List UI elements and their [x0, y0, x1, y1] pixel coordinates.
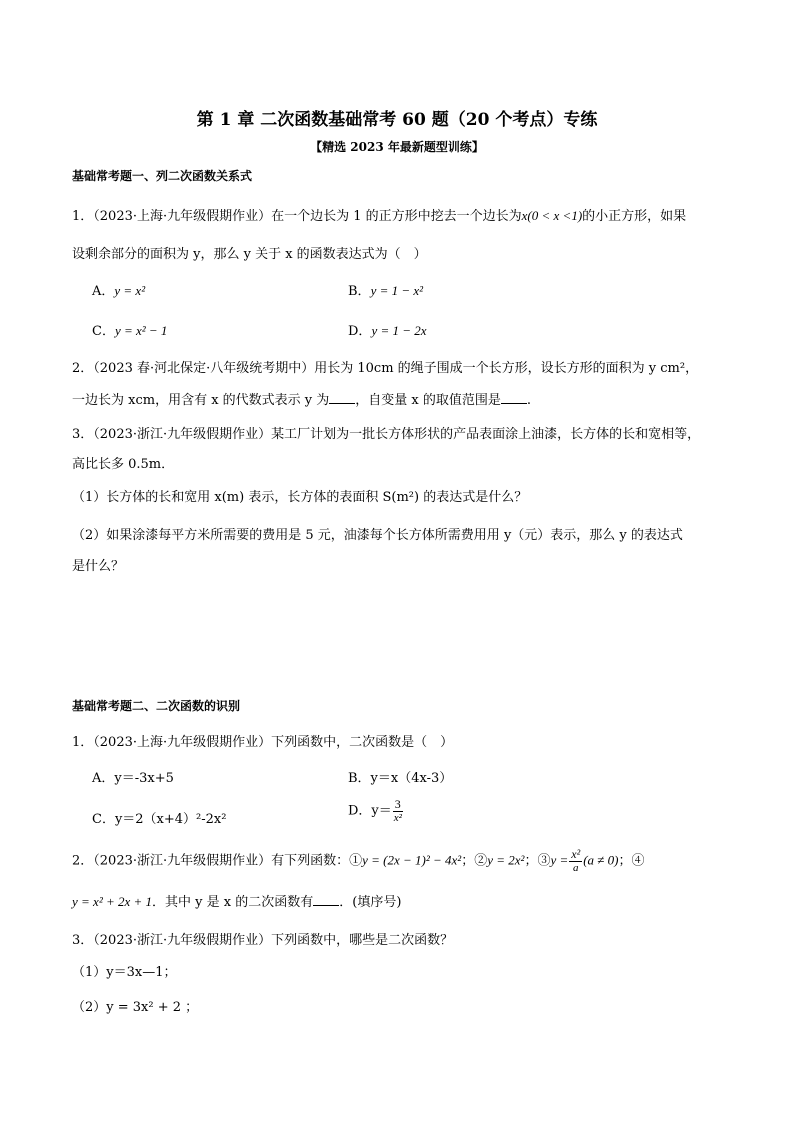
fraction — [393, 798, 403, 824]
separator: ；③ — [524, 853, 551, 869]
s2-q3-sub2: （2）y = 3x² + 2 ； — [72, 1000, 199, 1015]
s1-q2-line2 — [72, 389, 531, 408]
s2-q1-line1: 1．（2023·上海·九年级假期作业）下列函数中，二次函数是（ ） — [72, 735, 454, 750]
s1-q1-option-a[interactable] — [92, 280, 145, 299]
option-c-label: C． — [92, 324, 115, 339]
s2-q2-text-a: 2．（2023·浙江·九年级假期作业）有下列函数：① — [72, 853, 363, 869]
section-1-title: 基础常考题一、列二次函数关系式 — [72, 169, 253, 183]
s2-q3-line1: 3．（2023·浙江·九年级假期作业）下列函数中，哪些是二次函数？ — [72, 933, 454, 948]
function-3-lhs: y = — [550, 852, 569, 868]
s2-q2-line1 — [72, 848, 645, 874]
s1-q1-text-b: 的小正方形，如果 — [582, 209, 687, 224]
option-d-label: D． — [348, 324, 372, 339]
s2-q1-option-d[interactable] — [348, 798, 404, 824]
function-2: y = 2x² — [487, 852, 525, 868]
s1-q1-line1 — [72, 205, 686, 224]
s1-q1-option-b[interactable] — [348, 280, 423, 299]
s1-q2-text-c: . — [526, 393, 532, 408]
s2-q3-sub1: （1）y＝3x—1； — [72, 965, 177, 980]
section-2-title: 基础常考题二、二次函数的识别 — [72, 699, 241, 713]
s1-q1-line2: 设剩余部分的面积为 y，那么 y 关于 x 的函数表达式为（ ） — [72, 247, 427, 262]
s2-q1-option-b[interactable]: B．y＝x（4x-3） — [348, 771, 453, 786]
s1-q2-text-a: 一边长为 xcm，用含有 x 的代数式表示 y 为 — [72, 393, 330, 408]
option-b-label: B． — [348, 284, 371, 299]
separator: ；② — [461, 853, 488, 869]
s2-q2-text-end: ．(填序号) — [339, 895, 402, 910]
option-b-expr: y = 1 − x² — [370, 283, 424, 298]
function-3-condition: (a ≠ 0) — [583, 852, 619, 868]
s1-q2-text-b: ，自变量 x 的取值范围是 — [355, 393, 501, 408]
page-title: 第 1 章 二次函数基础常考 60 题（20 个考点）专练 — [196, 110, 598, 130]
s2-q2-text-b: ．其中 y 是 x 的二次函数有 — [152, 895, 314, 910]
function-3-fraction — [569, 848, 582, 874]
s1-q3-line1: 3．（2023·浙江·九年级假期作业）某工厂计划为一批长方体形状的产品表面涂上油漆，长方体的长和宽相等， — [72, 427, 701, 442]
s1-q1-text-a: 1．（2023·上海·九年级假期作业）在一个边长为 1 的正方形中挖去一个边长为 — [72, 209, 522, 224]
option-a-label: A． — [92, 284, 115, 299]
s1-q3-sub2-line1: （2）如果涂漆每平方米所需要的费用是 5 元，油漆每个长方体所需费用用 y（元）表示，那么 y 的表达式 — [72, 528, 683, 543]
fraction-denominator: x² — [393, 812, 402, 824]
s1-q3-sub1: （1）长方体的长和宽用 x(m) 表示，长方体的表面积 S(m²) 的表达式是什么？ — [72, 490, 528, 505]
answer-blank-3[interactable] — [313, 893, 339, 906]
answer-blank-2[interactable] — [501, 391, 527, 404]
fraction-numerator: 3 — [394, 797, 401, 811]
s1-q1-condition: x(0 < x <1) — [521, 208, 583, 223]
function-1: y = (2x − 1)² − 4x² — [362, 852, 462, 868]
s1-q2-line1: 2．（2023 春·河北保定·八年级统考期中）用长为 10cm 的绳子围成一个长方形，设长方形的面积为 y cm²， — [72, 361, 699, 376]
page-subtitle: 【精选 2023 年最新题型训练】 — [310, 140, 484, 154]
s1-q3-sub2-line2: 是什么？ — [72, 559, 125, 574]
s2-q2-line2 — [72, 891, 401, 910]
option-d-expr: y = 1 − 2x — [371, 323, 427, 338]
s1-q1-option-c[interactable] — [92, 320, 167, 339]
option-d-label: D．y＝ — [348, 803, 392, 819]
answer-blank-1[interactable] — [329, 391, 355, 404]
fraction-denominator: a — [572, 862, 579, 874]
option-c-expr: y = x² − 1 — [114, 323, 168, 338]
s2-q1-option-a[interactable]: A．y＝-3x+5 — [92, 771, 174, 786]
option-a-expr: y = x² — [114, 283, 146, 298]
fraction-numerator: x² — [571, 847, 581, 861]
function-4: y = x² + 2x + 1 — [72, 894, 153, 909]
s1-q1-option-d[interactable] — [348, 320, 427, 339]
separator: ；④ — [618, 853, 645, 869]
s1-q3-line2: 高比长多 0.5m． — [72, 457, 175, 472]
s2-q1-option-c[interactable]: C．y＝2（x+4）²-2x² — [92, 812, 227, 827]
